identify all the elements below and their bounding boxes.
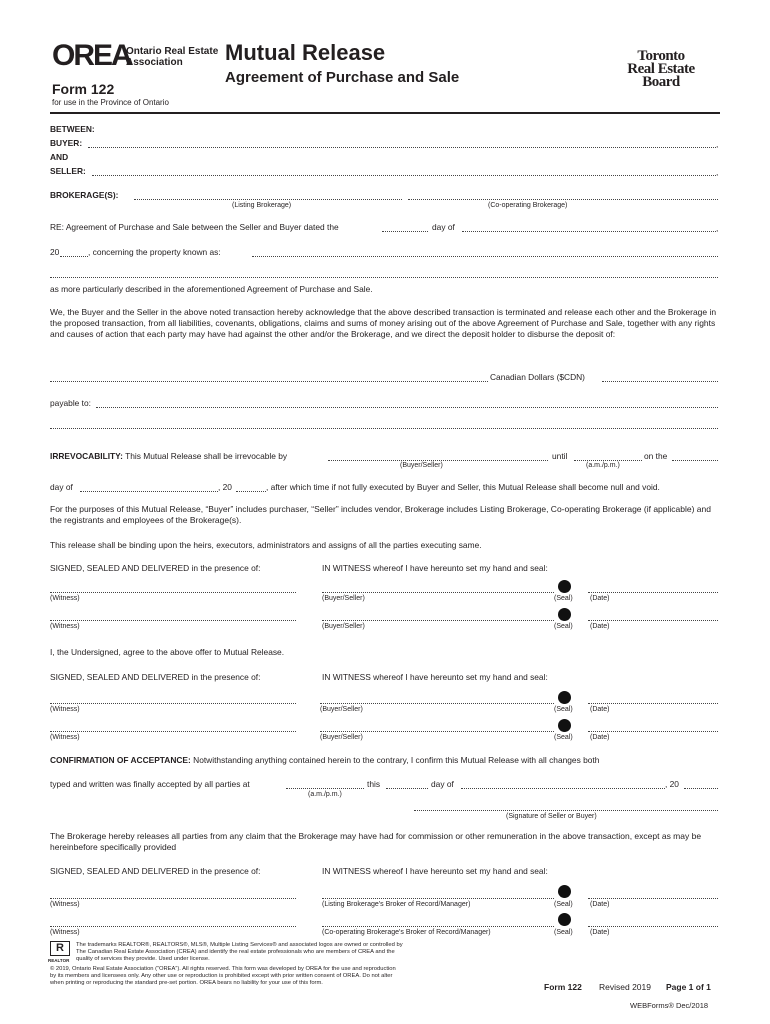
province-note: for use in the Province of Ontario — [52, 98, 169, 107]
buyer-seller-signature-field[interactable] — [320, 703, 554, 704]
signed-sealed-label: SIGNED, SEALED AND DELIVERED in the presence of: — [50, 563, 261, 573]
buyer-seller-caption: (Buyer/Seller) — [320, 734, 363, 741]
seal-caption: (Seal) — [554, 929, 573, 936]
confirmation-text: Notwithstanding anything contained herein to the contrary, I confirm this Mutual Release with all changes both — [193, 755, 600, 765]
association-name-line2: Association — [126, 57, 183, 68]
irrevocability-text: This Mutual Release shall be irrevocable by — [125, 451, 288, 461]
buyer-seller-signature-field[interactable] — [320, 731, 554, 732]
listing-broker-caption: (Listing Brokerage's Broker of Record/Manager) — [322, 901, 471, 908]
seal-caption: (Seal) — [554, 623, 573, 630]
seal-mark — [558, 608, 571, 621]
witness-signature-field[interactable] — [50, 731, 296, 732]
footer-webforms: WEBForms® Dec/2018 — [630, 1001, 709, 1010]
definitions-paragraph: For the purposes of this Mutual Release, “Buyer” includes purchaser, “Seller” includes vendor, Brokerage includes Listing Brokerage, Co-operating Brokerage (if applicable) and the registrants and employees of the Brokerage(s). — [50, 504, 711, 526]
signature-seller-buyer-field[interactable] — [414, 810, 718, 811]
date-caption: (Date) — [590, 734, 610, 741]
re-line-text: RE: Agreement of Purchase and Sale between the Seller and Buyer dated the — [50, 222, 339, 232]
witness-caption: (Witness) — [50, 623, 80, 630]
buyer-seller-caption: (Buyer/Seller) — [320, 706, 363, 713]
in-witness-label: IN WITNESS whereof I have hereunto set my hand and seal: — [322, 672, 548, 682]
year-label-2: , 20 — [665, 779, 679, 789]
cooperating-brokerage-caption: (Co-operating Brokerage) — [488, 202, 568, 209]
witness-signature-field[interactable] — [50, 926, 296, 927]
buyer-seller-signature-field[interactable] — [322, 620, 554, 621]
irrevocability-label: IRREVOCABILITY: — [50, 451, 123, 461]
buyer-field[interactable] — [88, 147, 716, 148]
header-divider — [50, 112, 720, 114]
agreement-date-month-field[interactable] — [462, 231, 716, 232]
date-caption: (Date) — [590, 623, 610, 630]
form-number: Form 122 — [52, 81, 115, 97]
payable-to-field-2[interactable] — [50, 428, 718, 429]
witness-caption: (Witness) — [50, 901, 80, 908]
between-label: BETWEEN: — [50, 124, 95, 134]
trademark-line: The Canadian Real Estate Association (CREA) and identify the real estate professionals who are members of CREA and the — [76, 949, 395, 955]
date-caption: (Date) — [590, 595, 610, 602]
date-caption: (Date) — [590, 901, 610, 908]
property-known-as: , concerning the property known as: — [88, 247, 221, 257]
date-field[interactable] — [588, 592, 718, 593]
comma: , — [716, 167, 719, 177]
release-paragraph: We, the Buyer and the Seller in the above noted transaction hereby acknowledge that the above described transaction is terminated and release each other and the Brokerage in the proposed transaction, from all liabilities, covenants, obligations, claims and sums of money arising out of the above Agreement of Purchase and Sale, together with any rights and causes of action that each party may have had against the other and/or the Brokerage, and we direct the deposit holder to disburse the deposit of: — [50, 307, 717, 340]
am-pm-caption: (a.m./p.m.) — [308, 791, 342, 798]
date-field[interactable] — [588, 731, 718, 732]
agreement-date-day-field[interactable] — [382, 231, 428, 232]
seal-caption: (Seal) — [554, 901, 573, 908]
witness-caption: (Witness) — [50, 929, 80, 936]
trademark-line: quality of services they provide. Used under license. — [76, 956, 210, 962]
buyer-label: BUYER: — [50, 138, 83, 148]
agreement-year-field[interactable] — [60, 256, 88, 257]
re-line-day-of: day of — [432, 222, 455, 232]
footer-revised: Revised 2019 — [599, 982, 651, 992]
in-witness-label: IN WITNESS whereof I have hereunto set my hand and seal: — [322, 866, 548, 876]
property-address-field[interactable] — [252, 256, 718, 257]
brokerage-release-paragraph: The Brokerage hereby releases all parties from any claim that the Brokerage may have had for commission or other remuneration in the above transaction, except as may be hereinbefore specifically provided — [50, 831, 702, 853]
copyright-line: by its members and licensees only. Any other use or reproduction is prohibited except with prior written consent of OREA. Do not alter — [50, 973, 393, 979]
realtor-caption: REALTOR — [48, 958, 70, 963]
witness-signature-field[interactable] — [50, 592, 296, 593]
seal-caption: (Seal) — [554, 706, 573, 713]
signature-seller-buyer-caption: (Signature of Seller or Buyer) — [506, 813, 597, 820]
coop-broker-signature-field[interactable] — [322, 926, 554, 927]
until-label: until — [552, 451, 568, 461]
payable-to-field[interactable] — [96, 407, 718, 408]
acceptance-month-field[interactable] — [461, 788, 665, 789]
confirmation-label: CONFIRMATION OF ACCEPTANCE: — [50, 755, 191, 765]
seal-caption: (Seal) — [554, 595, 573, 602]
treb-logo-line3: Board — [642, 74, 680, 90]
copyright-line: when printing or reproducing the standard pre-set portion. OREA bears no liability for your use of this form. — [50, 980, 323, 986]
deposit-amount-field[interactable] — [50, 381, 488, 382]
signed-sealed-label: SIGNED, SEALED AND DELIVERED in the presence of: — [50, 866, 261, 876]
date-caption: (Date) — [590, 706, 610, 713]
treb-logo-line2: Real Estate — [627, 61, 695, 77]
seal-mark — [558, 719, 571, 732]
day-of-label-2: day of — [431, 779, 454, 789]
after-text: , after which time if not fully executed by Buyer and Seller, this Mutual Release shall become null and void. — [266, 482, 660, 492]
described-text: as more particularly described in the aforementioned Agreement of Purchase and Sale. — [50, 284, 373, 294]
treb-logo-line1: Toronto — [637, 48, 685, 64]
confirmation-line — [50, 755, 599, 766]
irrevocable-by-field[interactable] — [328, 460, 548, 461]
irrevocable-time-field[interactable] — [574, 460, 642, 461]
witness-signature-field[interactable] — [50, 703, 296, 704]
association-name-line1: Ontario Real Estate — [126, 46, 219, 57]
seal-mark — [558, 691, 571, 704]
buyer-seller-caption: (Buyer/Seller) — [400, 462, 443, 469]
footer-form-number: Form 122 — [544, 982, 582, 992]
trademark-line: The trademarks REALTOR®, REALTORS®, MLS®, Multiple Listing Services® and associated logos are owned or controlled by — [76, 942, 403, 948]
acceptance-day-field[interactable] — [386, 788, 428, 789]
acceptance-time-field[interactable] — [286, 788, 364, 789]
date-field[interactable] — [588, 703, 718, 704]
in-witness-label: IN WITNESS whereof I have hereunto set my hand and seal: — [322, 563, 548, 573]
payable-to-label: payable to: — [50, 398, 91, 408]
typed-text: typed and written was finally accepted by all parties at — [50, 779, 250, 789]
listing-brokerage-field[interactable] — [134, 199, 402, 200]
date-field[interactable] — [588, 926, 718, 927]
canadian-dollars-label: Canadian Dollars ($CDN) — [490, 372, 585, 382]
seller-label: SELLER: — [50, 166, 86, 176]
treb-logo — [602, 50, 720, 89]
on-the-label: on the — [644, 451, 668, 461]
buyer-seller-caption: (Buyer/Seller) — [322, 595, 365, 602]
acceptance-year-field[interactable] — [684, 788, 718, 789]
deposit-cdn-field[interactable] — [602, 381, 718, 382]
undersigned-text: I, the Undersigned, agree to the above offer to Mutual Release. — [50, 647, 285, 657]
footer-page-number: Page 1 of 1 — [666, 982, 711, 992]
realtor-logo: R — [50, 941, 70, 956]
property-address-field-2[interactable] — [50, 277, 718, 278]
date-field[interactable] — [588, 620, 718, 621]
signed-sealed-label: SIGNED, SEALED AND DELIVERED in the presence of: — [50, 672, 261, 682]
buyer-seller-caption: (Buyer/Seller) — [322, 623, 365, 630]
and-label: AND — [50, 152, 69, 162]
orea-logo: OREA — [52, 39, 131, 72]
cooperating-brokerage-field[interactable] — [408, 199, 718, 200]
seal-mark — [558, 913, 571, 926]
irrevocability-line — [50, 451, 287, 462]
comma: , — [716, 223, 719, 233]
trademark-notice — [76, 942, 403, 963]
seller-field[interactable] — [92, 175, 716, 176]
day-of-label: day of — [50, 482, 73, 492]
date-caption: (Date) — [590, 929, 610, 936]
am-pm-caption: (a.m./p.m.) — [586, 462, 620, 469]
this-label: this — [367, 779, 381, 789]
listing-broker-signature-field[interactable] — [322, 898, 554, 899]
witness-signature-field[interactable] — [50, 898, 296, 899]
copyright-notice — [50, 966, 396, 987]
page-subtitle: Agreement of Purchase and Sale — [225, 69, 460, 86]
witness-signature-field[interactable] — [50, 620, 296, 621]
binding-text: This release shall be binding upon the heirs, executors, administrators and assigns of all the parties executing same. — [50, 540, 482, 550]
listing-brokerage-caption: (Listing Brokerage) — [232, 202, 292, 209]
date-field[interactable] — [588, 898, 718, 899]
copyright-line: © 2019, Ontario Real Estate Association (“OREA”). All rights reserved. This form was developed by OREA for the use and reproduction — [50, 966, 396, 972]
comma: , — [716, 139, 719, 149]
brokerage-label: BROKERAGE(S): — [50, 190, 119, 200]
irrevocable-year-field[interactable] — [236, 491, 266, 492]
page-title: Mutual Release — [225, 40, 386, 65]
coop-broker-caption: (Co-operating Brokerage's Broker of Record/Manager) — [322, 929, 491, 936]
year-label: , 20 — [218, 482, 232, 492]
seal-caption: (Seal) — [554, 734, 573, 741]
seal-mark — [558, 580, 571, 593]
seal-mark — [558, 885, 571, 898]
year-prefix: 20 — [50, 247, 60, 257]
witness-caption: (Witness) — [50, 734, 80, 741]
witness-caption: (Witness) — [50, 595, 80, 602]
irrevocable-day-field[interactable] — [672, 460, 718, 461]
irrevocable-month-field[interactable] — [80, 491, 218, 492]
witness-caption: (Witness) — [50, 706, 80, 713]
buyer-seller-signature-field[interactable] — [322, 592, 554, 593]
